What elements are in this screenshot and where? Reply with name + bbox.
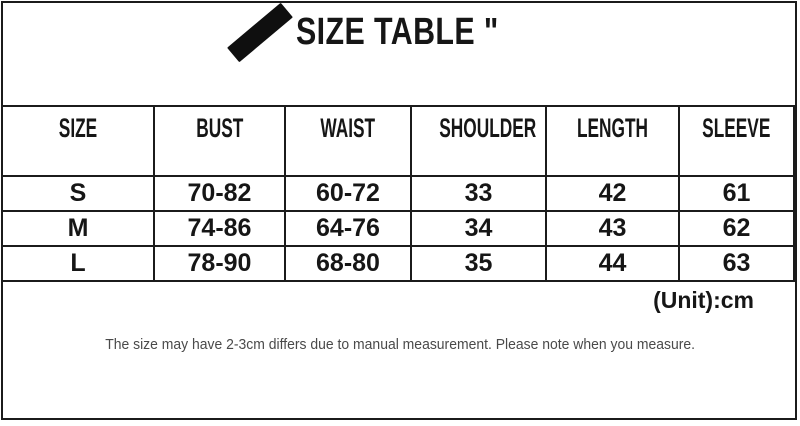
column-header-bust: BUST (154, 106, 285, 176)
column-header-sleeve: SLEEVE (679, 106, 794, 176)
measurement-note (0, 336, 800, 353)
cell-size: M (2, 211, 154, 246)
page-title: SIZE TABLE " (296, 11, 499, 53)
cell-waist: 64-76 (285, 211, 411, 246)
cell-sleeve: 62 (679, 211, 794, 246)
cell-length: 44 (546, 246, 679, 281)
cell-bust: 70-82 (154, 176, 285, 211)
cell-length: 43 (546, 211, 679, 246)
marker-pen-icon-stroke (227, 3, 293, 63)
cell-bust: 74-86 (154, 211, 285, 246)
cell-shoulder: 34 (411, 211, 546, 246)
cell-length: 42 (546, 176, 679, 211)
cell-shoulder: 35 (411, 246, 546, 281)
title-bar (228, 4, 549, 60)
column-header-size: SIZE (2, 106, 154, 176)
cell-size: S (2, 176, 154, 211)
column-header-length: LENGTH (546, 106, 679, 176)
header-row (2, 106, 794, 176)
table-row-s (2, 176, 794, 211)
column-header-waist: WAIST (285, 106, 411, 176)
cell-waist: 68-80 (285, 246, 411, 281)
table-row-l (2, 246, 794, 281)
cell-sleeve: 63 (679, 246, 794, 281)
size-table-header (2, 106, 794, 176)
measurement-note-text: The size may have 2-3cm differs due to manual measurement. Please note when you measure. (105, 336, 695, 353)
unit-label: (Unit):cm (653, 287, 754, 313)
column-header-shoulder: SHOULDER (411, 106, 546, 176)
size-table-body (2, 176, 794, 281)
size-table (1, 105, 795, 282)
cell-bust: 78-90 (154, 246, 285, 281)
cell-waist: 60-72 (285, 176, 411, 211)
cell-shoulder: 33 (411, 176, 546, 211)
cell-size: L (2, 246, 154, 281)
table-row-m (2, 211, 794, 246)
cell-sleeve: 61 (679, 176, 794, 211)
marker-pen-icon (228, 6, 290, 58)
